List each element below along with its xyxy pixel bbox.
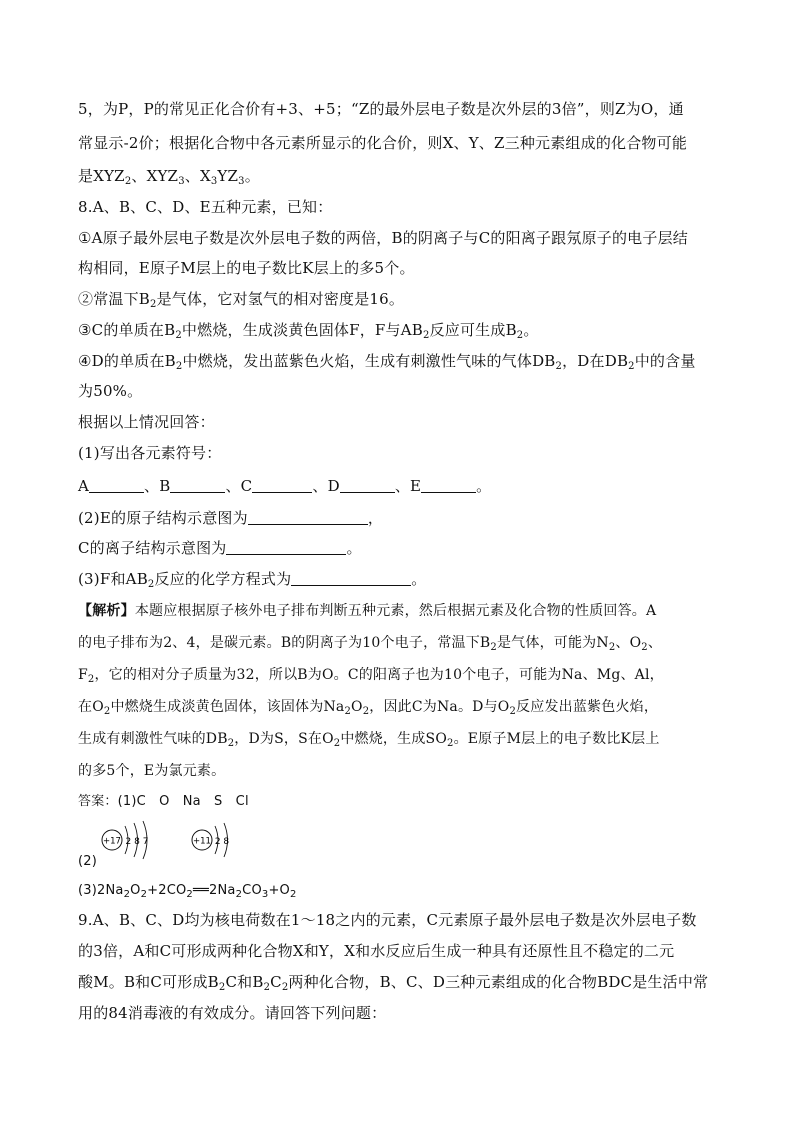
q9-line-3: 酸M。B和C可形成$B_2C$和$B_2C_2$两种化合物，B、C、D三种元素组成的化合物BDC是生活中常	[78, 973, 709, 993]
analysis-line-6: 的多5个，E为氯元素。	[78, 763, 226, 779]
analysis-line-2: 的电子排布为2、4，是碳元素。B的阴离子为10个电子，常温下$B_2$是气体，可能为$N_2$、$O_2$、	[78, 635, 663, 653]
blank-equation[interactable]	[291, 570, 411, 586]
q8-part-2c: C的离子结构示意图为 。	[78, 539, 362, 557]
q8-condition-4a: ④D的单质在$B_2$中燃烧，发出蓝紫色火焰，生成有刺激性气味的气体$DB_2$，D在$DB_2$中的含量	[78, 352, 696, 372]
q8-title: 8.A、B、C、D、E五种元素，已知：	[78, 198, 333, 216]
q8-condition-1a: ①A原子最外层电子数是次外层电子数的两倍，B的阴离子与C的阳离子跟氖原子的电子层结	[78, 229, 688, 247]
answer-line-3: $(3)2Na_2O_2+2CO_2══2Na_2CO_3+O_2$	[78, 883, 297, 900]
intro-line-3: 是$XYZ_2$、$XYZ_3$、$X_3YZ_3$。	[78, 167, 260, 187]
blank-d[interactable]	[340, 477, 395, 493]
intro-line-2: 常显示-2价；根据化合物中各元素所显示的化合价，则X、Y、Z三种元素组成的化合物可能	[78, 134, 688, 152]
analysis-line-3: $F_2$，它的相对分子质量为32，所以B为O。C的阳离子也为10个电子，可能为Na、Mg、Al，	[78, 667, 664, 685]
blank-c[interactable]	[252, 477, 312, 493]
q8-fill-symbols: A 、B 、C 、D 、E 。	[78, 477, 492, 495]
answer-line-1: 答案：(1)C O Na S Cl	[78, 794, 249, 809]
q9-line-2: 的3倍，A和C可形成两种化合物X和Y，X和水反应后生成一种具有还原性且不稳定的二元	[78, 942, 675, 960]
intro-line-1: 5，为P，P的常见正化合价有+3、+5；“Z的最外层电子数是次外层的3倍”，则Z为O，通	[78, 100, 684, 118]
blank-e[interactable]	[421, 477, 476, 493]
answer-line-2: (2)	[78, 854, 98, 869]
svg-text:+11: +11	[193, 836, 211, 847]
q9-line-4: 用的84消毒液的有效成分。请回答下列问题：	[78, 1004, 387, 1022]
q8-condition-1b: 构相同，E原子M层上的电子数比K层上的多5个。	[78, 259, 415, 277]
q8-prompt: 根据以上情况回答：	[78, 413, 215, 431]
q9-line-1: 9.A、B、C、D均为核电荷数在1～18之内的元素，C元素原子最外层电子数是次外层电子数	[78, 911, 697, 929]
svg-text:2 8 7: 2 8 7	[125, 837, 149, 847]
analysis-line-5: 生成有刺激性气味的$DB_2$，D为S，S在$O_2$中燃烧，生成$SO_2$。E原子M层上的电子数比K层上	[78, 731, 660, 749]
analysis-line-4: 在$O_2$中燃烧生成淡黄色固体，该固体为$Na_2O_2$，因此C为Na。D与$O_2$反应发出蓝紫色火焰，	[78, 699, 659, 717]
q8-part-3: (3)F和$AB_2$反应的化学方程式为 。	[78, 570, 427, 590]
blank-e-diagram[interactable]	[248, 509, 368, 525]
q8-condition-3: ③C的单质在$B_2$中燃烧，生成淡黄色固体F，F与$AB_2$反应可生成$B_2$。	[78, 321, 539, 341]
svg-text:+17: +17	[103, 836, 121, 847]
blank-b[interactable]	[170, 477, 225, 493]
blank-c-diagram[interactable]	[226, 539, 346, 555]
svg-text:2 8: 2 8	[214, 837, 230, 847]
q8-part-2: (2)E的原子结构示意图为 ，	[78, 509, 384, 527]
analysis-line-1: 【解析】本题应根据原子核外电子排布判断五种元素，然后根据元素及化合物的性质回答。A	[78, 603, 657, 619]
blank-a[interactable]	[89, 477, 144, 493]
q8-condition-2: ②常温下$B_2$是气体，它对氢气的相对密度是16。	[78, 290, 405, 310]
q8-part-1: (1)写出各元素符号：	[78, 444, 222, 462]
q8-condition-4b: 为50%。	[78, 382, 143, 400]
